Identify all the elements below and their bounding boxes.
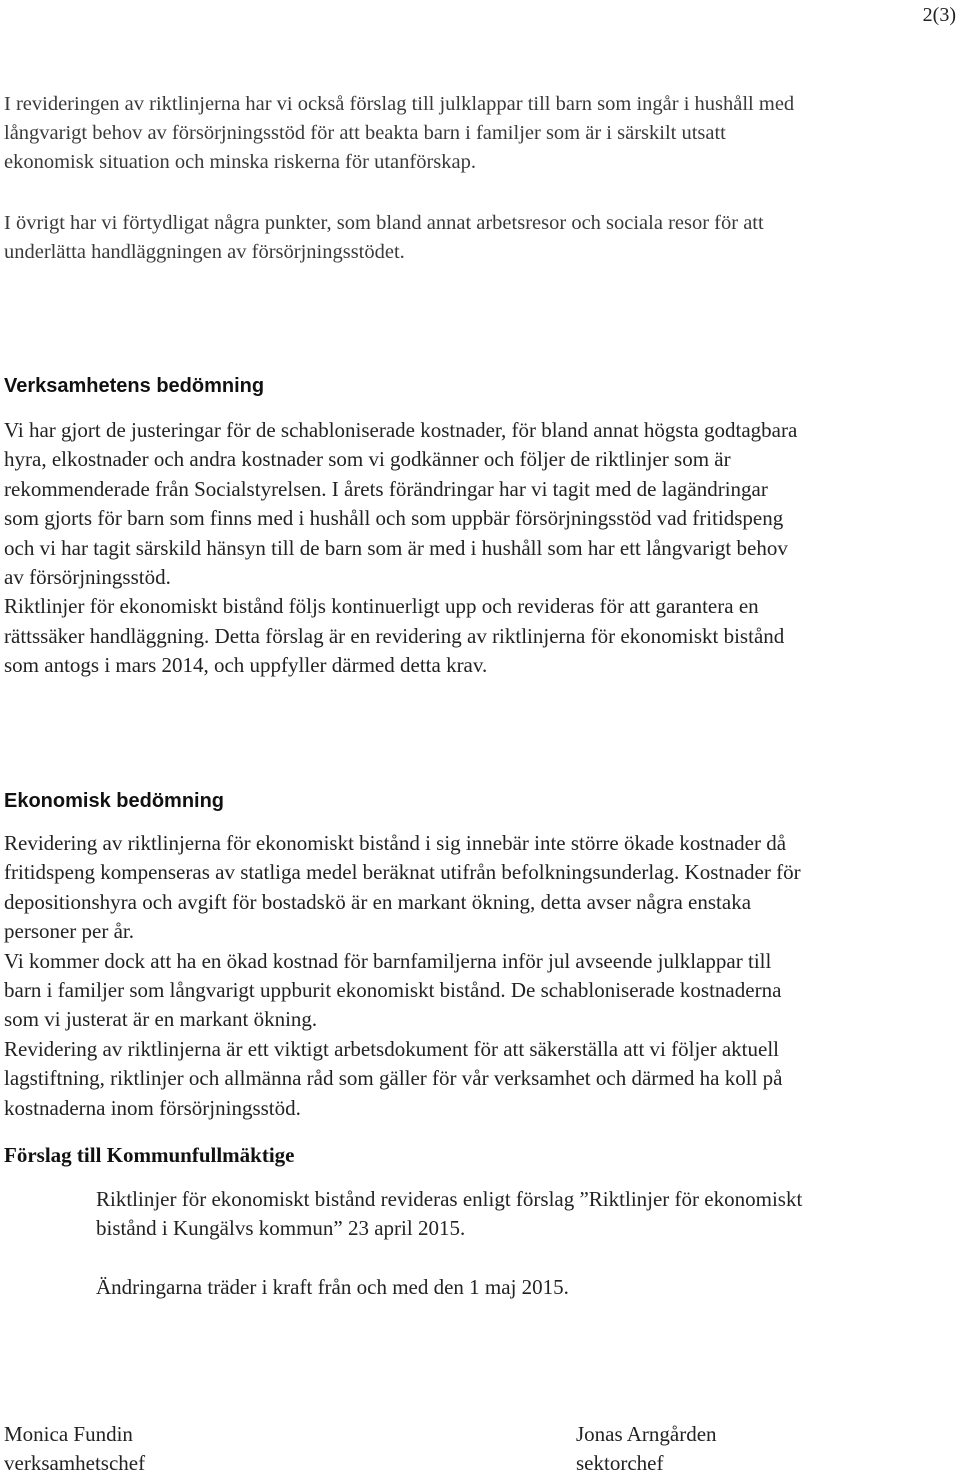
signatory-name: Monica Fundin [4,1422,133,1446]
text-line: depositionshyra och avgift för bostadskö är en markant ökning, detta avser några enstaka [4,889,752,914]
text-line: fritidspeng kompenseras av statliga medel beräknat utifrån befolkningsunderlag. Kostnader för [4,860,801,885]
text-line: som antogs i mars 2014, och uppfyller därmed detta krav. [4,653,488,678]
text-line: ekonomisk situation och minska riskerna för utanförskap. [4,151,476,173]
text-line: Revidering av riktlinjerna för ekonomiskt bistånd i sig innebär inte större ökade kostnader då [4,831,787,855]
text-line: Riktlinjer för ekonomiskt bistånd revideras enligt förslag ”Riktlinjer för ekonomiskt [96,1187,803,1211]
section-heading-ekonomisk-bedomning: Ekonomisk bedömning [4,790,225,812]
text-line: rekommenderade från Socialstyrelsen. I årets förändringar har vi tagit med de lagändringar [4,476,768,501]
text-line: Revidering av riktlinjerna är ett viktigt arbetsdokument för att säkerställa att vi följer aktuell [4,1036,780,1061]
signatory-name: Jonas Arngården [576,1422,717,1446]
text-line: lagstiftning, riktlinjer och allmänna råd som gäller för vår verksamhet och därmed ha koll på [4,1066,783,1091]
text-line: personer per år. [4,919,135,944]
text-line: som vi justerat är en markant ökning. [4,1007,318,1032]
text-line: Vi kommer dock att ha en ökad kostnad för barnfamiljerna inför jul avseende julklappar till [4,948,772,973]
text-line: Riktlinjer för ekonomiskt bistånd följs kontinuerligt upp och revideras för att garantera en [4,594,759,619]
signature-block-2 [576,1420,717,1478]
text-line: långvarigt behov av försörjningsstöd för att beakta barn i familjer som är i särskilt utsatt [4,122,726,144]
text-line: Vi har gjort de justeringar för de schabloniserade kostnader, för bland annat högsta godtagbara [4,418,798,442]
text-line: I övrigt har vi förtydligat några punkter, som bland annat arbetsresor och sociala resor för att [4,212,764,234]
text-line: bistånd i Kungälvs kommun” 23 april 2015. [96,1216,466,1241]
intro-paragraph-2 [4,209,764,267]
text-line: rättssäker handläggning. Detta förslag är en revidering av riktlinjerna för ekonomiskt bistånd [4,623,785,648]
text-line: och vi har tagit särskild hänsyn till de barn som är med i hushåll som har ett långvarigt behov [4,535,788,560]
signature-block-1 [4,1420,145,1478]
text-line: Ändringarna träder i kraft från och med den 1 maj 2015. [96,1275,569,1299]
signatory-title: sektorchef [576,1451,664,1475]
ekonomisk-body [4,829,801,1123]
proposal-paragraph [96,1185,802,1244]
text-line: som gjorts för barn som finns med i hushåll och som uppbär försörjningsstöd vad fritidspeng [4,506,784,531]
text-line: hyra, elkostnader och andra kostnader som vi godkänner och följer de riktlinjer som är [4,447,731,472]
verksamhet-body [4,416,797,681]
text-line: I revideringen av riktlinjerna har vi också förslag till julklappar till barn som ingår i hushåll med [4,93,795,115]
section-heading-forslag: Förslag till Kommunfullmäktige [4,1143,295,1167]
intro-paragraph-1 [4,90,794,177]
text-line: barn i familjer som långvarigt uppburit ekonomiskt bistånd. De schabloniserade kostnaderna [4,978,782,1003]
page-number: 2(3) [922,4,956,26]
text-line: kostnaderna inom försörjningsstöd. [4,1095,301,1120]
section-heading-verksamhetens-bedomning: Verksamhetens bedömning [4,375,265,397]
text-line: av försörjningsstöd. [4,565,171,590]
effective-date-paragraph [96,1273,569,1302]
signatory-title: verksamhetschef [4,1451,146,1475]
text-line: underlätta handläggningen av försörjningsstödet. [4,241,405,263]
